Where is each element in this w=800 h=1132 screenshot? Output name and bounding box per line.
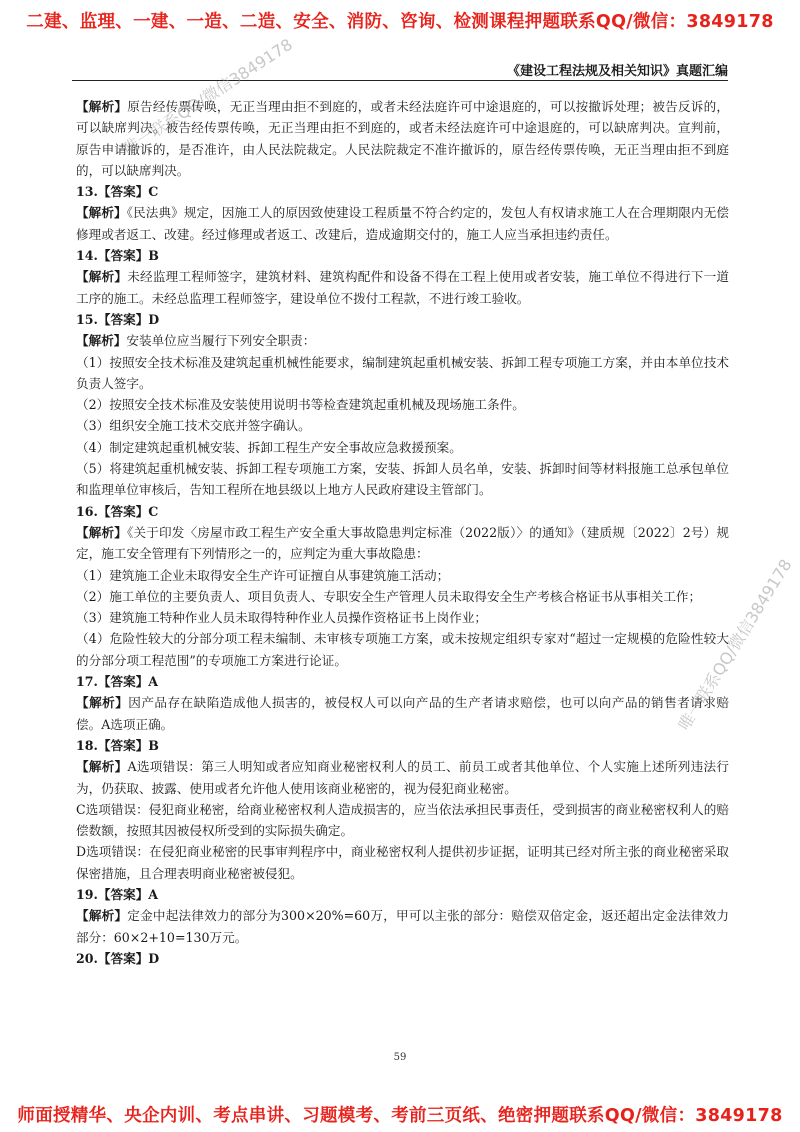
list-item: （3）组织安全施工技术交底并签字确认。 — [76, 418, 311, 434]
explanation-text: 定金中起法律效力的部分为300×20%=60万，甲可以主张的部分：赔偿双倍定金，返还超出定金法律效力部分：60×2+10=130万元。 — [76, 908, 729, 945]
analysis-tag: 【解析】 — [76, 524, 128, 540]
explanation-paragraph — [76, 692, 729, 735]
answer-line: 17.【答案】A — [76, 674, 159, 690]
answer-line: 16.【答案】C — [76, 503, 159, 519]
analysis-tag: 【解析】 — [76, 99, 128, 114]
header-divider — [72, 80, 728, 81]
analysis-tag: 【解析】 — [76, 269, 128, 285]
explanation-paragraph — [76, 522, 729, 565]
explanation-text: 未经监理工程师签字，建筑材料、建筑构配件和设备不得在工程上使用或者安装，施工单位不得进行下一道工序的施工。未经总监理工程师签字，建设单位不拨付工程款，不进行竣工验收。 — [76, 269, 730, 306]
analysis-tag: 【解析】 — [76, 908, 128, 924]
explanation-text: 原告经传票传唤，无正当理由拒不到庭的，或者未经法庭许可中途退庭的，可以按撤诉处理；被告反诉的，可以缺席判决。被告经传票传唤，无正当理由拒不到庭的，或者未经法庭许可中途退庭的，可以缺席判决。宣判前，原告申请撤诉的，是否准许，由人民法院裁定。人民法院裁定不准许撤诉的，原告经传票传唤，无正当理由拒不到庭的，可以缺席判决。 — [76, 99, 730, 178]
list-item: C选项错误：侵犯商业秘密，给商业秘密权利人造成损害的，应当依法承担民事责任，受到损害的商业秘密权利人的赔偿数额，按照其因被侵权所受到的实际损失确定。 — [76, 801, 729, 839]
analysis-tag: 【解析】 — [76, 759, 128, 775]
analysis-tag: 【解析】 — [76, 695, 129, 711]
answer-line: 13.【答案】C — [76, 184, 159, 200]
watermark-text: 唯一联系QQ/微信3849178 — [674, 555, 796, 734]
list-item: （5）将建筑起重机械安装、拆卸工程专项施工方案，安装、拆卸人员名单，安装、拆卸时间等材料报施工总承包单位和监理单位审核后，告知工程所在地县级以上地方人民政府建设主管部门。 — [76, 461, 729, 498]
explanation-paragraph — [76, 266, 729, 309]
answer-explanations — [76, 96, 729, 969]
list-item: （1）按照安全技术标准及建筑起重机械性能要求，编制建筑起重机械安装、拆卸工程专项施工方案，并由本单位技术负责人签字。 — [76, 354, 729, 391]
explanation-paragraph — [76, 756, 729, 799]
answer-line: 18.【答案】B — [76, 737, 159, 753]
analysis-tag: 【解析】 — [76, 333, 127, 349]
explanation-paragraph — [76, 905, 729, 948]
page-number: 59 — [393, 1052, 407, 1063]
explanation-text: 安装单位应当履行下列安全职责： — [126, 333, 316, 349]
list-item: （3）建筑施工特种作业人员未取得特种作业人员操作资格证书上岗作业； — [76, 610, 488, 626]
top-promo-banner: 二建、监理、一建、一造、二造、安全、消防、咨询、检测课程押题联系QQ/微信：3849178 — [26, 12, 774, 32]
list-item: （2）施工单位的主要负责人、项目负责人、专职安全生产管理人员未取得安全生产考核合格证书从事相关工作； — [76, 588, 702, 604]
explanation-text: 《关于印发〈房屋市政工程生产安全重大事故隐患判定标准（2022版）〉的通知》（建质规〔2022〕2号）规定，施工安全管理有下列情形之一的，应判定为重大事故隐患： — [76, 524, 730, 562]
list-item: （2）按照安全技术标准及安装使用说明书等检查建筑起重机械及现场施工条件。 — [76, 397, 525, 413]
list-item: （1）建筑施工企业未取得安全生产许可证擅自从事建筑施工活动； — [76, 567, 450, 583]
watermark-text: 唯一联系QQ/微信3849178 — [119, 34, 296, 159]
document-title-header: 《建设工程法规及相关知识》真题汇编 — [506, 64, 728, 79]
bottom-promo-banner: 师面授精华、央企内训、考点串讲、习题模考、考前三页纸、绝密押题联系QQ/微信：3849178 — [17, 1106, 783, 1126]
answer-line: 20.【答案】D — [76, 950, 160, 966]
answer-line: 15.【答案】D — [76, 311, 160, 327]
explanation-paragraph — [76, 202, 729, 245]
list-item: D选项错误：在侵犯商业秘密的民事审判程序中，商业秘密权利人提供初步证据，证明其已经对所主张的商业秘密采取保密措施，且合理表明商业秘密被侵犯。 — [76, 844, 729, 881]
list-item: （4）制定建筑起重机械安装、拆卸工程生产安全事故应急救援预案。 — [76, 439, 462, 455]
explanation-paragraph — [76, 330, 729, 351]
analysis-tag: 【解析】 — [76, 205, 127, 221]
answer-line: 19.【答案】A — [76, 886, 159, 902]
explanation-text: 《民法典》规定，因施工人的原因致使建设工程质量不符合约定的，发包人有权请求施工人在合理期限内无偿修理或者返工、改建。经过修理或者返工、改建后，造成逾期交付的，施工人应当承担违约责任。 — [76, 205, 730, 242]
answer-line: 14.【答案】B — [76, 248, 159, 264]
explanation-text: A选项错误：第三人明知或者应知商业秘密权利人的员工、前员工或者其他单位、个人实施上述所列违法行为，仍获取、披露、使用或者允许他人使用该商业秘密的，视为侵犯商业秘密。 — [76, 759, 729, 796]
list-item: （4）危险性较大的分部分项工程未编制、未审核专项施工方案，或未按规定组织专家对“超过一定规模的危险性较大的分部分项工程范围”的专项施工方案进行论证。 — [76, 631, 729, 668]
explanation-text: 因产品存在缺陷造成他人损害的，被侵权人可以向产品的生产者请求赔偿，也可以向产品的销售者请求赔偿。A选项正确。 — [76, 695, 730, 732]
